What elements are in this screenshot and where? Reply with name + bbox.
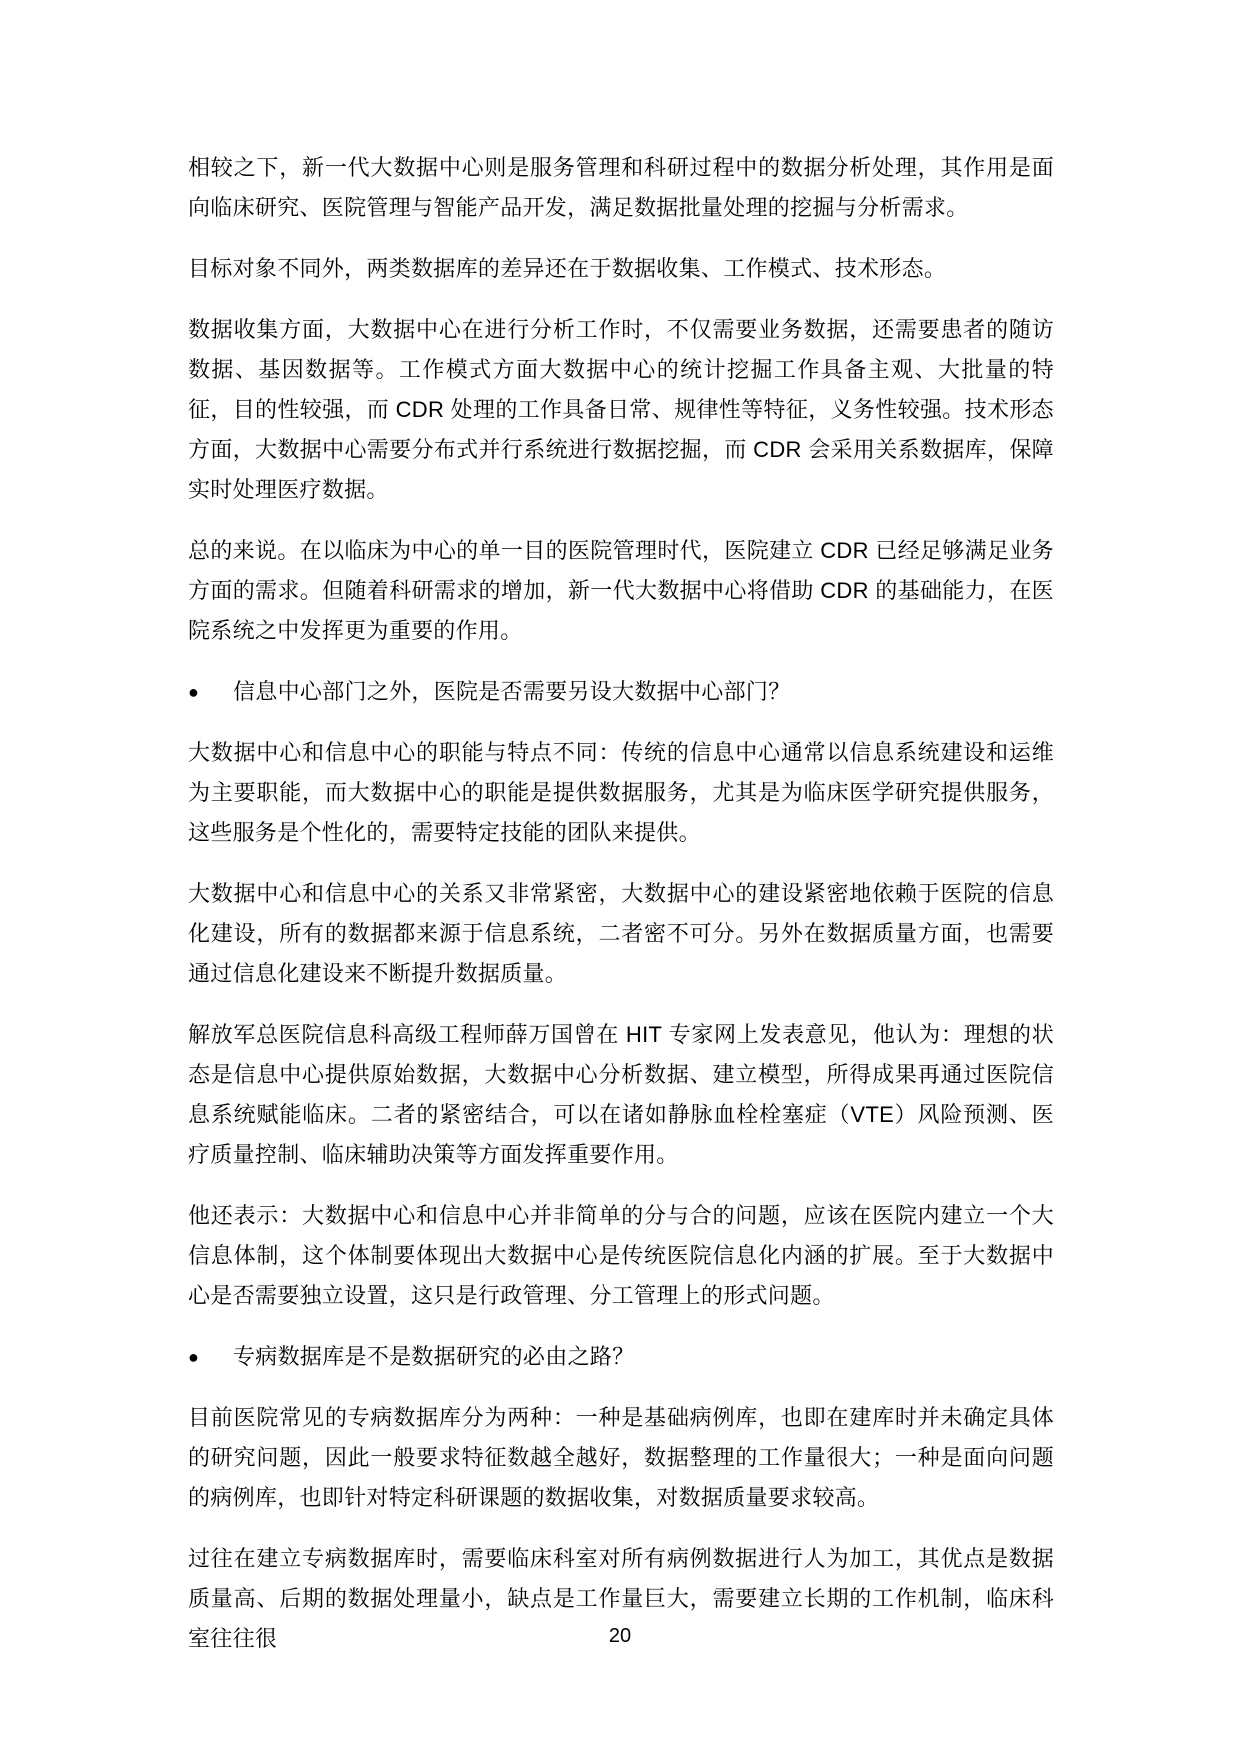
paragraph: 他还表示：大数据中心和信息中心并非简单的分与合的问题，应该在医院内建立一个大信息体制，这个体制要体现出大数据中心是传统医院信息化内涵的扩展。至于大数据中心是否需要独立设置，这只是行政管理、分工管理上的形式问题。 bbox=[188, 1203, 1054, 1308]
paragraph: 目前医院常见的专病数据库分为两种：一种是基础病例库，也即在建库时并未确定具体的研究问题，因此一般要求特征数越全越好，数据整理的工作量很大；一种是面向问题的病例库，也即针对特定科研课题的数据收集，对数据质量要求较高。 bbox=[188, 1405, 1054, 1510]
bullet-item-label: 信息中心部门之外，医院是否需要另设大数据中心部门？ bbox=[233, 679, 791, 704]
bullet-item bbox=[188, 1337, 1054, 1377]
document-body bbox=[188, 148, 1054, 1680]
paragraph: 数据收集方面，大数据中心在进行分析工作时，不仅需要业务数据，还需要患者的随访数据、基因数据等。工作模式方面大数据中心的统计挖掘工作具备主观、大批量的特征，目的性较强，而 CDR 处理的工作具备日常、规律性等特征，义务性较强。技术形态方面，大数据中心需要分布式并行系统进行数据挖掘，而 CDR 会采用关系数据库，保障实时处理医疗数据。 bbox=[188, 317, 1054, 502]
page-number: 20 bbox=[608, 1625, 632, 1647]
paragraph: 总的来说。在以临床为中心的单一目的医院管理时代，医院建立 CDR 已经足够满足业务方面的需求。但随着科研需求的增加，新一代大数据中心将借助 CDR 的基础能力，在医院系统之中发挥更为重要的作用。 bbox=[188, 538, 1054, 643]
paragraph: 大数据中心和信息中心的关系又非常紧密，大数据中心的建设紧密地依赖于医院的信息化建设，所有的数据都来源于信息系统，二者密不可分。另外在数据质量方面，也需要通过信息化建设来不断提升数据质量。 bbox=[188, 881, 1054, 986]
bullet-item bbox=[188, 672, 1054, 712]
paragraph: 解放军总医院信息科高级工程师薛万国曾在 HIT 专家网上发表意见，他认为：理想的状态是信息中心提供原始数据，大数据中心分析数据、建立模型，所得成果再通过医院信息系统赋能临床。二者的紧密结合，可以在诸如静脉血栓栓塞症（VTE）风险预测、医疗质量控制、临床辅助决策等方面发挥重要作用。 bbox=[188, 1022, 1054, 1167]
paragraph: 目标对象不同外，两类数据库的差异还在于数据收集、工作模式、技术形态。 bbox=[188, 256, 947, 281]
bullet-item-label: 专病数据库是不是数据研究的必由之路？ bbox=[233, 1344, 635, 1369]
paragraph: 过往在建立专病数据库时，需要临床科室对所有病例数据进行人为加工，其优点是数据质量高、后期的数据处理量小，缺点是工作量巨大，需要建立长期的工作机制，临床科室往往很 bbox=[188, 1546, 1054, 1651]
bullet-icon: ● bbox=[188, 682, 200, 702]
bullet-icon: ● bbox=[188, 1347, 200, 1367]
paragraph: 相较之下，新一代大数据中心则是服务管理和科研过程中的数据分析处理，其作用是面向临床研究、医院管理与智能产品开发，满足数据批量处理的挖掘与分析需求。 bbox=[188, 155, 1054, 220]
paragraph: 大数据中心和信息中心的职能与特点不同：传统的信息中心通常以信息系统建设和运维为主要职能，而大数据中心的职能是提供数据服务，尤其是为临床医学研究提供服务，这些服务是个性化的，需要特定技能的团队来提供。 bbox=[188, 740, 1054, 845]
